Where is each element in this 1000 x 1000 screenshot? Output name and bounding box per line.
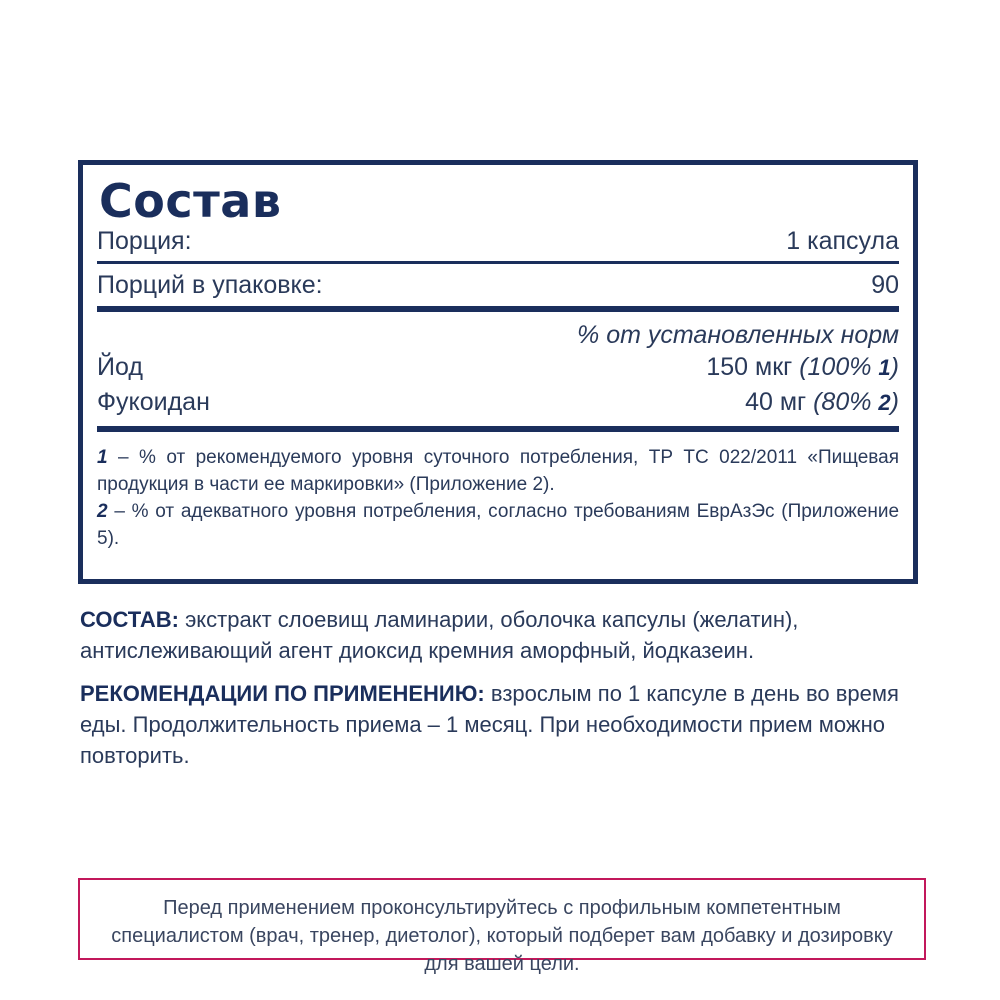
usage-text: взрослым по 1 капсуле в день во время еды. Продолжительность приема – 1 месяц. При необходимости прием можно повторить. [80,681,899,768]
nutrient-name: Фукоидан [97,388,210,416]
nutrient-row [97,385,899,420]
servings-per-label: Порций в упаковке: [97,270,323,299]
warning-text: Перед применением проконсультируйтесь с профильным компетентным специалистом (врач, тренер, диетолог), который подберет вам добавку и дозировку для вашей цели. [111,897,893,975]
consultation-warning [78,878,926,975]
nutrient-name: Йод [97,353,143,381]
footnote [97,498,899,552]
footnote-ref: 1 [878,355,891,380]
nutrient-quantity: 40 мг [745,388,807,416]
divider-thick [97,426,899,432]
composition-text: экстракт слоевищ ламинарии, оболочка капсулы (желатин), антислеживающий агент диоксид кремния аморфный, йодказеин. [80,607,799,663]
nutrient-close: ) [890,353,899,381]
nutrient-percent: (100% [799,353,872,381]
percent-header: % от установленных норм [577,321,899,349]
serving-row [97,227,899,261]
composition-label: СОСТАВ: [80,607,179,632]
usage-paragraph [80,678,926,771]
nutrient-amount [706,350,899,385]
nutrient-amount [745,385,899,420]
nutrient-close: ) [890,388,899,416]
servings-per-container-row [97,264,899,306]
nutrient-row [97,350,899,385]
footnote-ref: 2 [878,390,891,415]
facts-title: Состав [99,174,282,228]
nutrient-percent: (80% [813,388,872,416]
composition-paragraph [80,604,926,666]
footnote-text: – % от адекватного уровня потребления, согласно требованиям ЕврАзЭс (Приложение 5). [97,501,900,549]
footnote-text: – % от рекомендуемого уровня суточного потребления, ТР ТС 022/2011 «Пищевая продукция в части ее маркировки» (Приложение 2). [97,447,899,495]
serving-label: Порция: [97,227,192,255]
servings-per-value: 90 [871,270,899,299]
divider-thick [97,306,899,312]
serving-value: 1 капсула [786,227,899,255]
supplement-facts-panel [78,160,918,584]
footnote [97,444,899,498]
nutrient-quantity: 150 мкг [706,353,793,381]
footnote-mark: 2 [97,501,108,522]
footnotes [97,444,899,552]
usage-label: РЕКОМЕНДАЦИИ ПО ПРИМЕНЕНИЮ: [80,681,485,706]
footnote-mark: 1 [97,447,108,468]
